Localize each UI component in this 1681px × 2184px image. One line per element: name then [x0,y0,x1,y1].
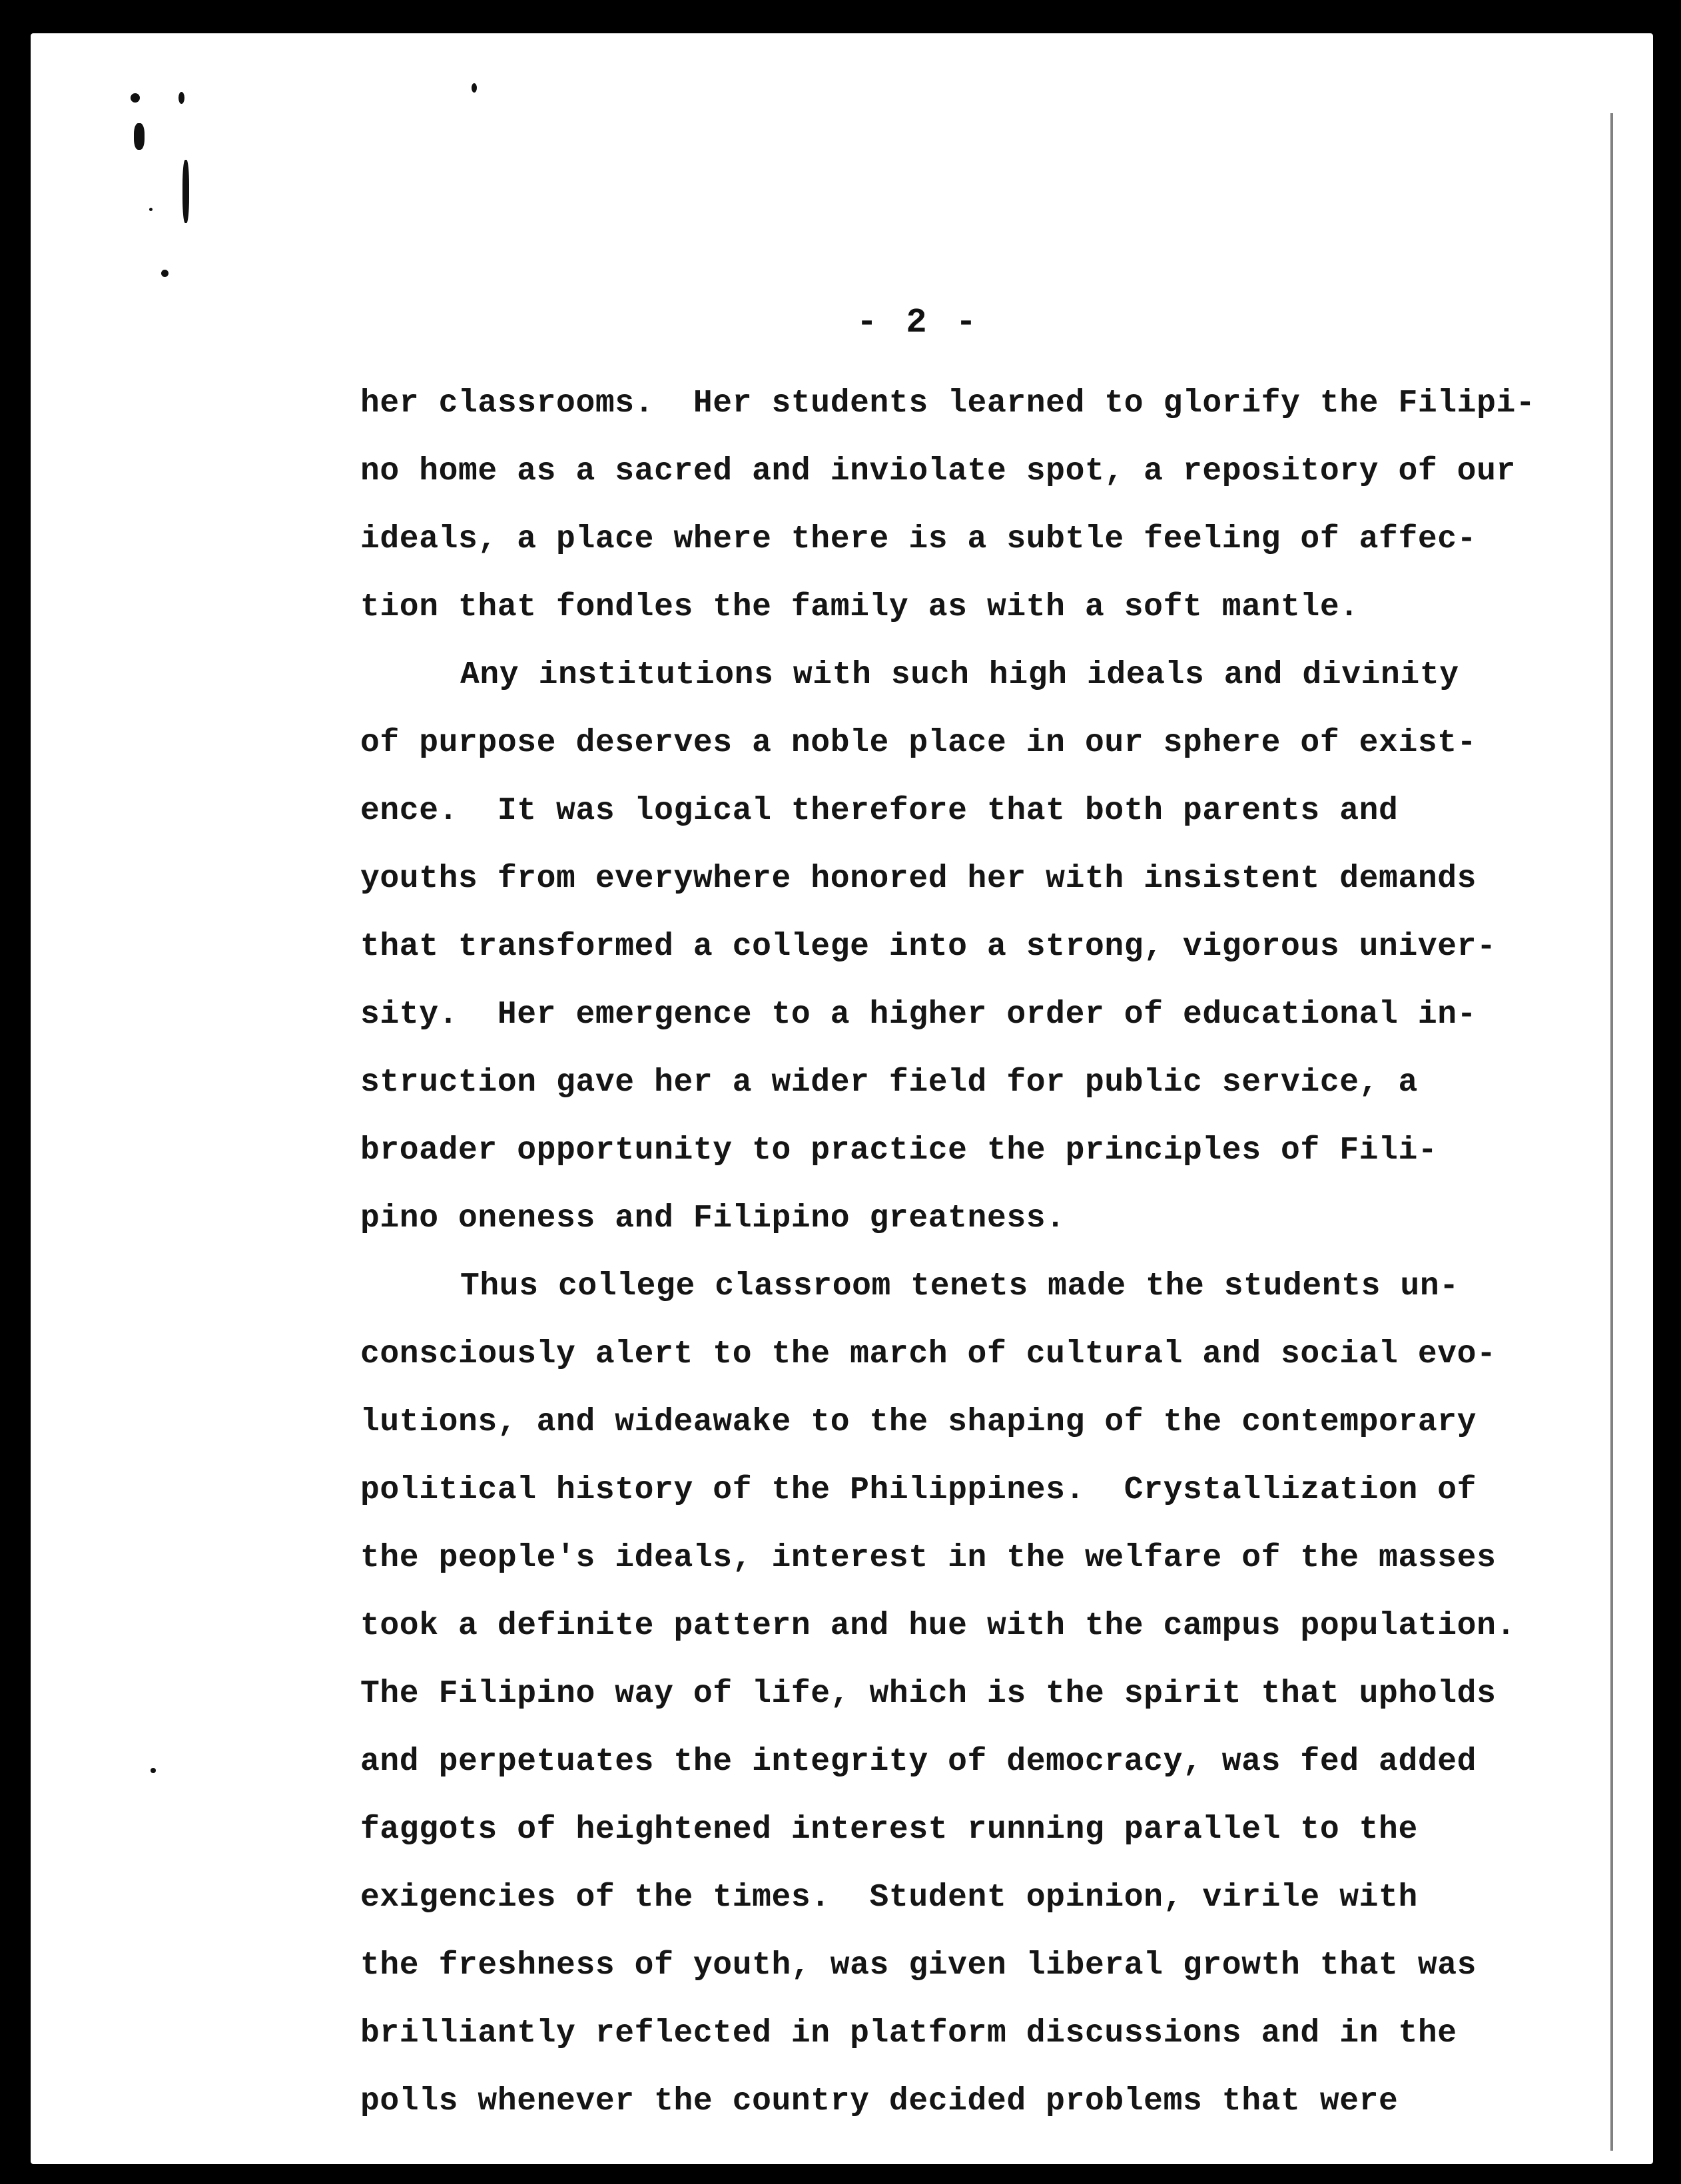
text-line: struction gave her a wider field for public service, a [360,1065,1418,1101]
text-line: exigencies of the times. Student opinion, virile with [360,1880,1418,1916]
text-line: polls whenever the country decided problems that were [360,2083,1399,2119]
text-line: broader opportunity to practice the principles of Fili- [360,1133,1438,1169]
page-number: - 2 - [856,303,981,342]
ink-speck [178,92,184,104]
text-line: that transformed a college into a strong, vigorous univer- [360,929,1497,965]
text-line: sity. Her emergence to a higher order of educational in- [360,997,1477,1033]
document-page [31,33,1653,2164]
body-text [360,370,1579,2135]
text-line: faggots of heightened interest running parallel to the [360,1812,1418,1848]
ink-speck [472,83,477,93]
page-edge-shadow [1610,113,1613,2151]
text-line: youths from everywhere honored her with insistent demands [360,861,1477,897]
ink-speck [151,1768,156,1773]
text-line: ence. It was logical therefore that both parents and [360,793,1399,829]
ink-speck [161,270,168,277]
ink-speck [182,160,189,223]
text-line: pino oneness and Filipino greatness. [360,1201,1066,1236]
text-line: of purpose deserves a noble place in our sphere of exist- [360,725,1477,761]
text-line: the freshness of youth, was given liberal growth that was [360,1948,1477,1984]
text-line: Thus college classroom tenets made the students un- [460,1268,1459,1304]
ink-speck [134,123,145,150]
text-line: brilliantly reflected in platform discussions and in the [360,2016,1457,2051]
ink-speck [131,93,140,103]
text-line: consciously alert to the march of cultural and social evo- [360,1336,1497,1372]
text-line: lutions, and wideawake to the shaping of the contemporary [360,1404,1477,1440]
text-line: The Filipino way of life, which is the spirit that upholds [360,1676,1497,1712]
text-line: and perpetuates the integrity of democracy, was fed added [360,1744,1477,1780]
text-line: Any institutions with such high ideals and divinity [460,657,1459,693]
ink-speck [149,208,153,211]
text-line: ideals, a place where there is a subtle feeling of affec- [360,521,1477,557]
text-line: tion that fondles the family as with a soft mantle. [360,589,1359,625]
text-line: no home as a sacred and inviolate spot, a repository of our [360,453,1516,489]
text-line: political history of the Philippines. Crystallization of [360,1472,1477,1508]
text-line: took a definite pattern and hue with the campus population. [360,1608,1516,1644]
text-line: the people's ideals, interest in the welfare of the masses [360,1540,1497,1576]
text-line: her classrooms. Her students learned to glorify the Filipi- [360,386,1536,421]
